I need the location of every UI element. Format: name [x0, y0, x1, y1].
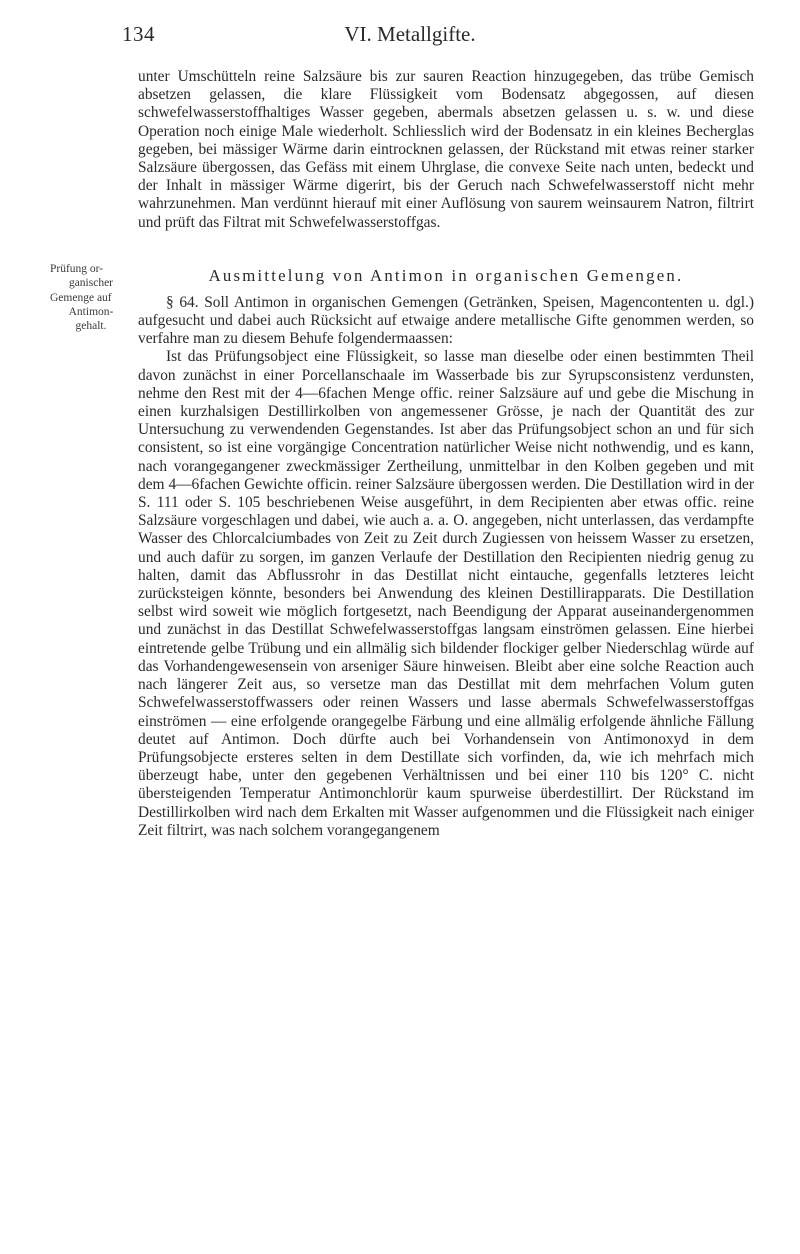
- section-heading: Ausmittelung von Antimon in organischen Gemengen.: [208, 265, 684, 285]
- running-title: VI. Metallgifte.: [344, 22, 476, 46]
- page-body: [138, 68, 754, 840]
- paragraph-body: Ist das Prüfungsobject eine Flüssigkeit, so lasse man dieselbe oder einen bestimmten Theil davon zunächst in einer Porcellanschaale im Wasserbade bis zur Syrupsconsistenz verdunsten, nehme den Rest mit der 4—6fachen Menge offic. reiner Salzsäure auf und gebe die Mischung in einen kurzhalsigen Destillirkolben von angemessener Grösse, je nach der Quantität des zur Untersuchung zu verwendenden Gegenstandes. Ist aber das Prüfungsobject schon an und für sich consistent, so ist eine vorgängige Concentration natürlicher Weise nicht nothwendig, und es kann, nach vorangegangener zweckmässiger Zertheilung, unmittelbar in den Kolben gegeben und mit dem 4—6fachen Gewichte officin. reiner Salzsäure übergossen werden. Die Destillation wird in der S. 111 oder S. 105 beschriebenen Weise ausgeführt, in dem Recipienten aber etwas offic. reine Salzsäure vorgeschlagen und dabei, wie auch a. a. O. angegeben, nicht unterlassen, das verdampfte Wasser des Chlorcalciumbades von Zeit zu Zeit durch Zugiessen von heissem Wasser zu ersetzen, und auch dafür zu sorgen, im ganzen Verlaufe der Destillation den Recipienten niedrig genug zu halten, damit das Abflussrohr in das Destillat nicht eintauche, gegenfalls letzteres leicht zurücksteigen könnte, besonders bei Anwendung des kleinen Destillirapparats. Die Destillation selbst wird soweit wie möglich fortgesetzt, nach Beendigung der Apparat auseinandergenommen und zunächst in das Destillat Schwefelwasserstoffgas langsam einströmen gelassen. Eine hierbei eintretende gelbe Trübung und ein allmälig sich bildender flockiger gelber Niederschlag würde auf das Vorhandengewesensein von arseniger Säure hinweisen. Bleibt aber eine solche Reaction auch nach längerer Zeit aus, so versetze man das Destillat mit dem mehrfachen Volum guten Schwefelwasserstoffwassers oder reinen Wassers und lasse abermals Schwefelwasserstoffgas einströmen — eine erfolgende orangegelbe Färbung und eine allmälig erfolgende ähnliche Fällung deutet auf Antimon. Doch dürfte auch bei Vorhandensein von Antimonoxyd in dem Prüfungsobjecte ersteres selten in dem Destillate sich vorfinden, da, wie ich mehrfach mich überzeugt habe, unter den gegebenen Verhältnissen und bei einer 110 bis 120° C. nicht übersteigenden Temperatur Antimonchlorür kaum spurweise überdestillirt. Der Rückstand im Destillirkolben wird nach dem Erkalten mit Wasser aufgenommen und die Flüssigkeit nach einiger Zeit filtrirt, was nach solchem vorangegangenem: [138, 348, 754, 839]
- page-number: 134: [122, 22, 155, 46]
- margin-note-line: Gemenge auf: [50, 291, 112, 304]
- page-header: [0, 18, 800, 48]
- paragraph-intro: unter Umschütteln reine Salzsäure bis zur sauren Reaction hinzugegeben, das trübe Gemisch absetzen gelassen, die klare Flüssigkeit vom Bodensatz abgegossen, auf diesen schwefelwasserstoffhaltiges Wasser gegeben, abermals absetzen gelassen u. s. w. und diese Operation noch einige Male wiederholt. Schliesslich wird der Bodensatz in ein kleines Becherglas gegeben, bei mässiger Wärme darin eintrocknen gelassen, der Rückstand mit etwas reiner starker Salzsäure übergossen, das Gefäss mit einem Uhrglase, die convexe Seite nach unten, bedeckt und der Inhalt in mässiger Wärme digerirt, bis der Geruch nach Schwefelwasserstoff nicht mehr wahrzunehmen. Man verdünnt hierauf mit einer Auflösung von saurem weinsaurem Natron, filtrirt und prüft das Filtrat mit Schwefelwasserstoffgas.: [138, 68, 754, 231]
- margin-note-line: Antimon-: [68, 305, 114, 318]
- margin-note: [50, 262, 132, 333]
- paragraph-section-64: § 64. Soll Antimon in organischen Gemengen (Getränken, Speisen, Magencontenten u. dgl.) aufgesucht und dabei auch Rücksicht auf etwaige andere metallische Gifte genommen werden, so verfahre man zu diesem Behufe folgendermaassen:: [138, 293, 754, 348]
- margin-note-line: ganischer: [68, 277, 114, 290]
- margin-note-line: gehalt.: [75, 320, 107, 333]
- margin-note-line: Prüfung or-: [50, 263, 104, 275]
